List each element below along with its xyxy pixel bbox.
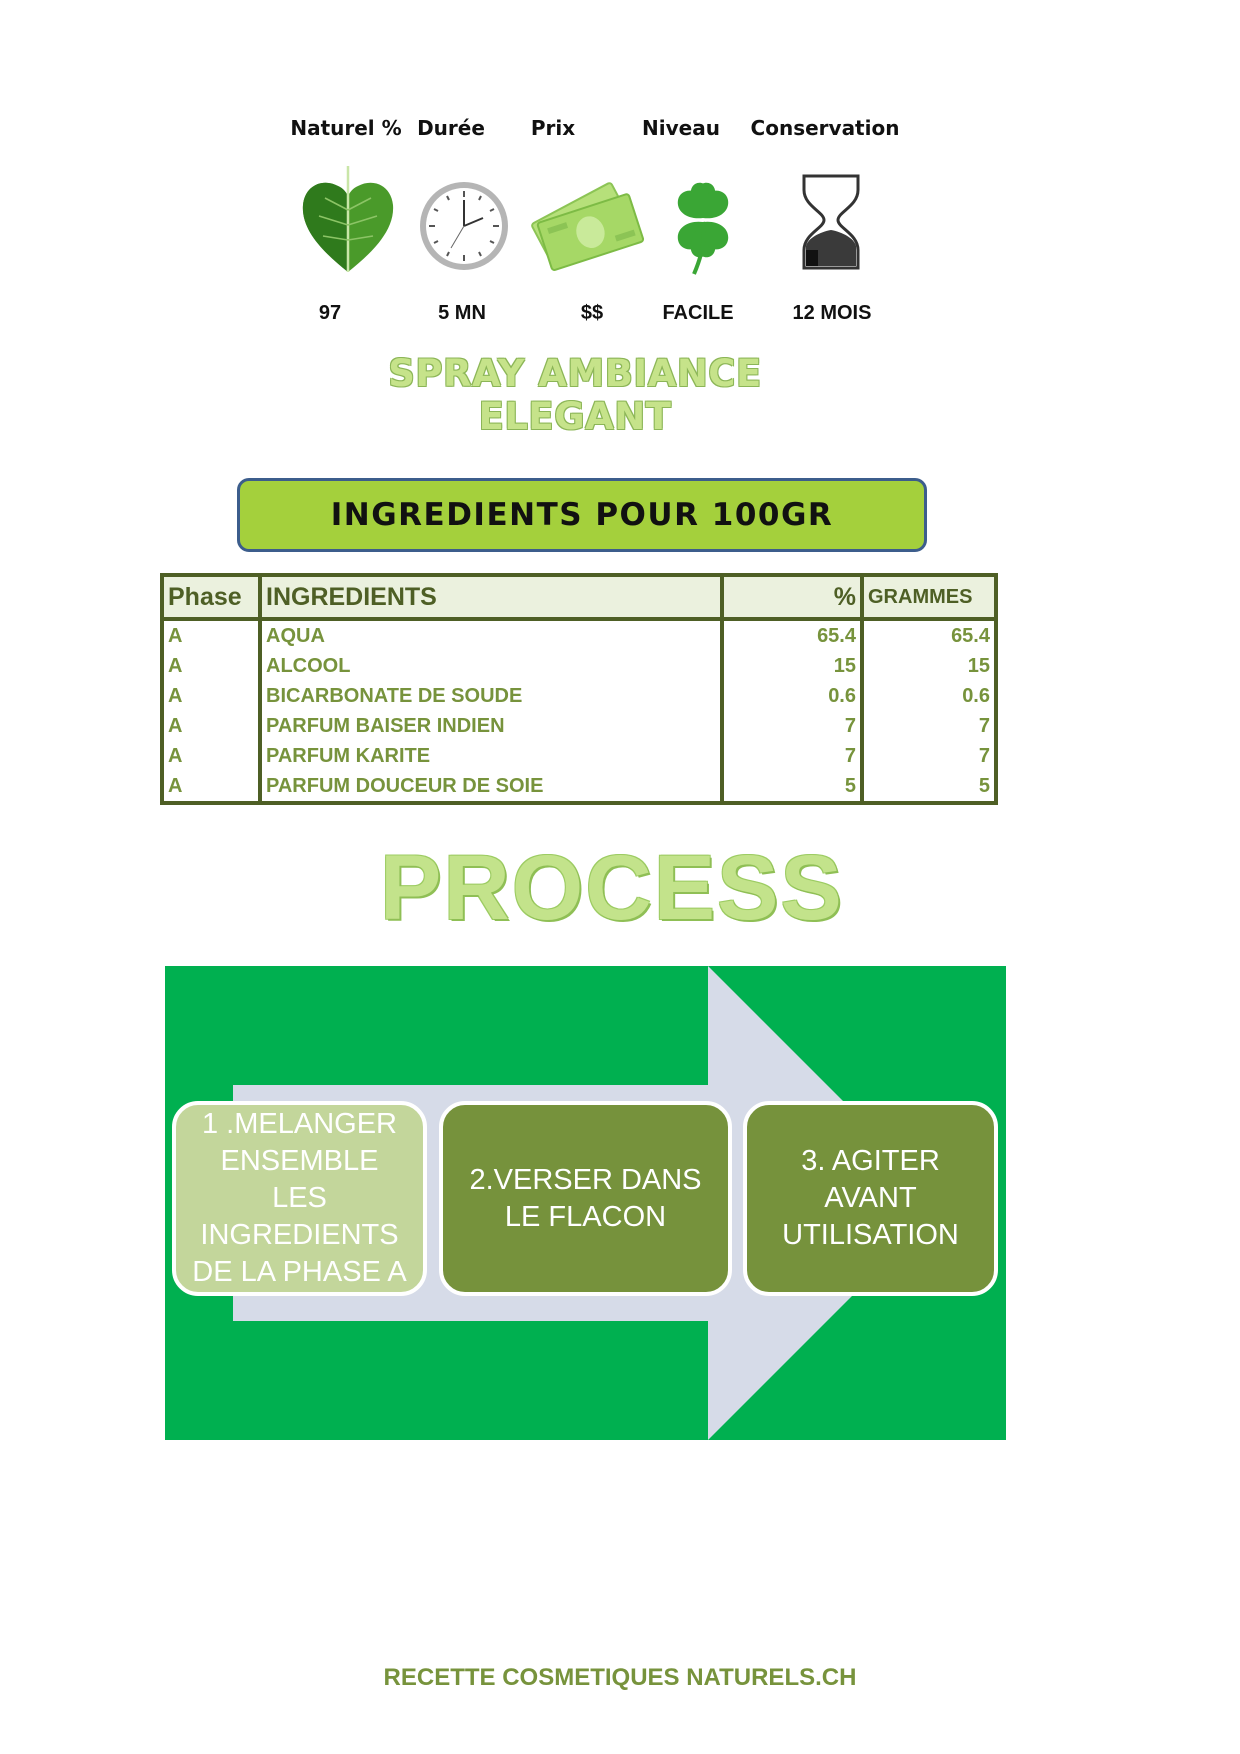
cell-ingredient: PARFUM KARITE	[260, 741, 722, 771]
cell-ingredient: PARFUM DOUCEUR DE SOIE	[260, 771, 722, 803]
column-header-percent: %	[722, 575, 862, 619]
recipe-title: SPRAY AMBIANCE ELEGANT	[388, 352, 762, 438]
cell-percent: 15	[722, 651, 862, 681]
heart-leaf-icon	[293, 160, 403, 280]
indicator-label: Niveau	[642, 116, 720, 140]
indicator-value: 12 MOIS	[792, 302, 872, 324]
cell-grams: 65.4	[862, 619, 996, 651]
indicator-label: Prix	[530, 116, 576, 140]
process-step-1: 1 .MELANGER ENSEMBLE LES INGREDIENTS DE LA PHASE A	[172, 1101, 427, 1296]
process-diagram	[165, 966, 1006, 1440]
cell-percent: 7	[722, 741, 862, 771]
cell-ingredient: PARFUM BAISER INDIEN	[260, 711, 722, 741]
table-row	[162, 711, 996, 741]
process-title: PROCESS	[380, 837, 844, 939]
cell-phase: A	[162, 741, 260, 771]
indicator-value: FACILE	[662, 302, 734, 324]
indicator-label: Naturel %	[290, 116, 402, 140]
cell-grams: 0.6	[862, 681, 996, 711]
ingredients-table	[160, 573, 998, 805]
indicator-value: $$	[580, 302, 604, 324]
column-header-ingredients: INGREDIENTS	[260, 575, 722, 619]
cell-ingredient: BICARBONATE DE SOUDE	[260, 681, 722, 711]
process-step-3: 3. AGITER AVANT UTILISATION	[743, 1101, 998, 1296]
table-row	[162, 681, 996, 711]
table-row	[162, 651, 996, 681]
footer-site: RECETTE COSMETIQUES NATURELS.CH	[383, 1664, 857, 1691]
indicator-value: 5 MN	[438, 302, 486, 324]
indicator-value: 97	[318, 302, 342, 324]
cell-grams: 7	[862, 711, 996, 741]
cell-percent: 65.4	[722, 619, 862, 651]
indicator-label: Durée	[417, 116, 485, 140]
cell-percent: 0.6	[722, 681, 862, 711]
process-step-2: 2.VERSER DANS LE FLACON	[439, 1101, 732, 1296]
table-row	[162, 771, 996, 803]
table-row	[162, 741, 996, 771]
table-header-row	[162, 575, 996, 619]
indicator-label: Conservation	[750, 116, 900, 140]
clock-icon	[409, 160, 519, 280]
cell-phase: A	[162, 771, 260, 803]
cell-percent: 7	[722, 711, 862, 741]
column-header-grams: GRAMMES	[862, 575, 996, 619]
column-header-phase: Phase	[162, 575, 260, 619]
ingredients-banner-text: INGREDIENTS POUR 100GR	[330, 497, 834, 533]
cell-grams: 15	[862, 651, 996, 681]
cell-grams: 7	[862, 741, 996, 771]
cell-grams: 5	[862, 771, 996, 803]
cell-phase: A	[162, 711, 260, 741]
table-row	[162, 619, 996, 651]
ingredients-banner	[237, 478, 927, 552]
hourglass-icon	[776, 160, 886, 280]
banknotes-icon	[517, 160, 647, 280]
four-leaf-clover-icon	[648, 160, 758, 280]
cell-ingredient: ALCOOL	[260, 651, 722, 681]
cell-percent: 5	[722, 771, 862, 803]
cell-phase: A	[162, 619, 260, 651]
cell-ingredient: AQUA	[260, 619, 722, 651]
cell-phase: A	[162, 651, 260, 681]
cell-phase: A	[162, 681, 260, 711]
